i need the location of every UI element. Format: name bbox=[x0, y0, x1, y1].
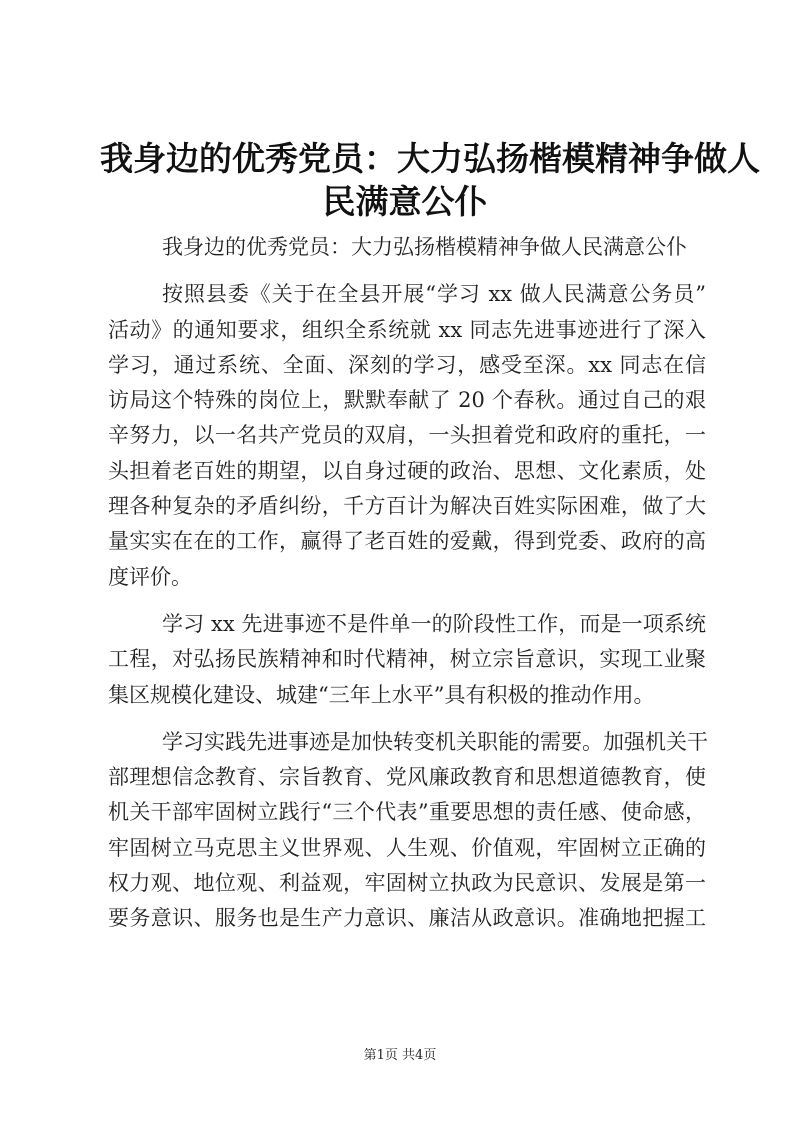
text-line: 学习实践先进事迹是加快转变机关职能的需要。加强机关干 bbox=[162, 729, 708, 754]
text-line: 牢固树立马克思主义世界观、人生观、价值观，牢固树立正确的 bbox=[108, 835, 706, 860]
text-line: 理各种复杂的矛盾纠纷，千方百计为解决百姓实际困难，做了大 bbox=[108, 494, 706, 519]
text-line: 集区规模化建设、城建“三年上水平”具有积极的推动作用。 bbox=[108, 682, 655, 707]
title-line: 民满意公仆 bbox=[322, 182, 488, 221]
text-line: 度评价。 bbox=[108, 564, 192, 589]
text-line: 头担着老百姓的期望，以自身过硬的政治、思想、文化素质，处 bbox=[108, 458, 706, 483]
paragraph bbox=[108, 607, 706, 713]
text-line: 活动》的通知要求，组织全系统就 xx 同志先进事迹进行了深入 bbox=[108, 317, 706, 342]
text-line: 按照县委《关于在全县开展“学习 xx 做人民满意公务员” bbox=[162, 282, 706, 307]
text-line: 我身边的优秀党员：大力弘扬楷模精神争做人民满意公仆 bbox=[162, 235, 687, 259]
text-line: 学习，通过系统、全面、深刻的学习，感受至深。xx 同志在信 bbox=[108, 352, 706, 377]
text-line: 访局这个特殊的岗位上，默默奉献了 20 个春秋。通过自己的艰 bbox=[108, 388, 706, 413]
paragraph bbox=[108, 230, 706, 265]
text-line: 工程，对弘扬民族精神和时代精神，树立宗旨意识，实现工业聚 bbox=[108, 647, 706, 672]
paragraph bbox=[108, 277, 706, 595]
text-line: 部理想信念教育、宗旨教育、党风廉政教育和思想道德教育，使 bbox=[108, 765, 706, 790]
title-line: 我身边的优秀党员：大力弘扬楷模精神争做人 bbox=[100, 139, 760, 178]
text-line: 学习 xx 先进事迹不是件单一的阶段性工作，而是一项系统 bbox=[162, 611, 706, 636]
page-number: 第1页 共4页 bbox=[363, 1048, 437, 1063]
paragraph bbox=[108, 725, 706, 937]
text-line: 量实实在在的工作，赢得了老百姓的爱戴，得到党委、政府的高 bbox=[108, 529, 706, 554]
document-title bbox=[100, 137, 760, 223]
text-line: 机关干部牢固树立践行“三个代表”重要思想的责任感、使命感， bbox=[108, 800, 706, 825]
text-line: 辛努力，以一名共产党员的双肩，一头担着党和政府的重托，一 bbox=[108, 423, 706, 448]
document-body bbox=[108, 230, 706, 949]
text-line: 权力观、地位观、利益观，牢固树立执政为民意识、发展是第一 bbox=[108, 871, 706, 896]
text-line: 要务意识、服务也是生产力意识、廉洁从政意识。准确地把握工 bbox=[108, 906, 706, 931]
